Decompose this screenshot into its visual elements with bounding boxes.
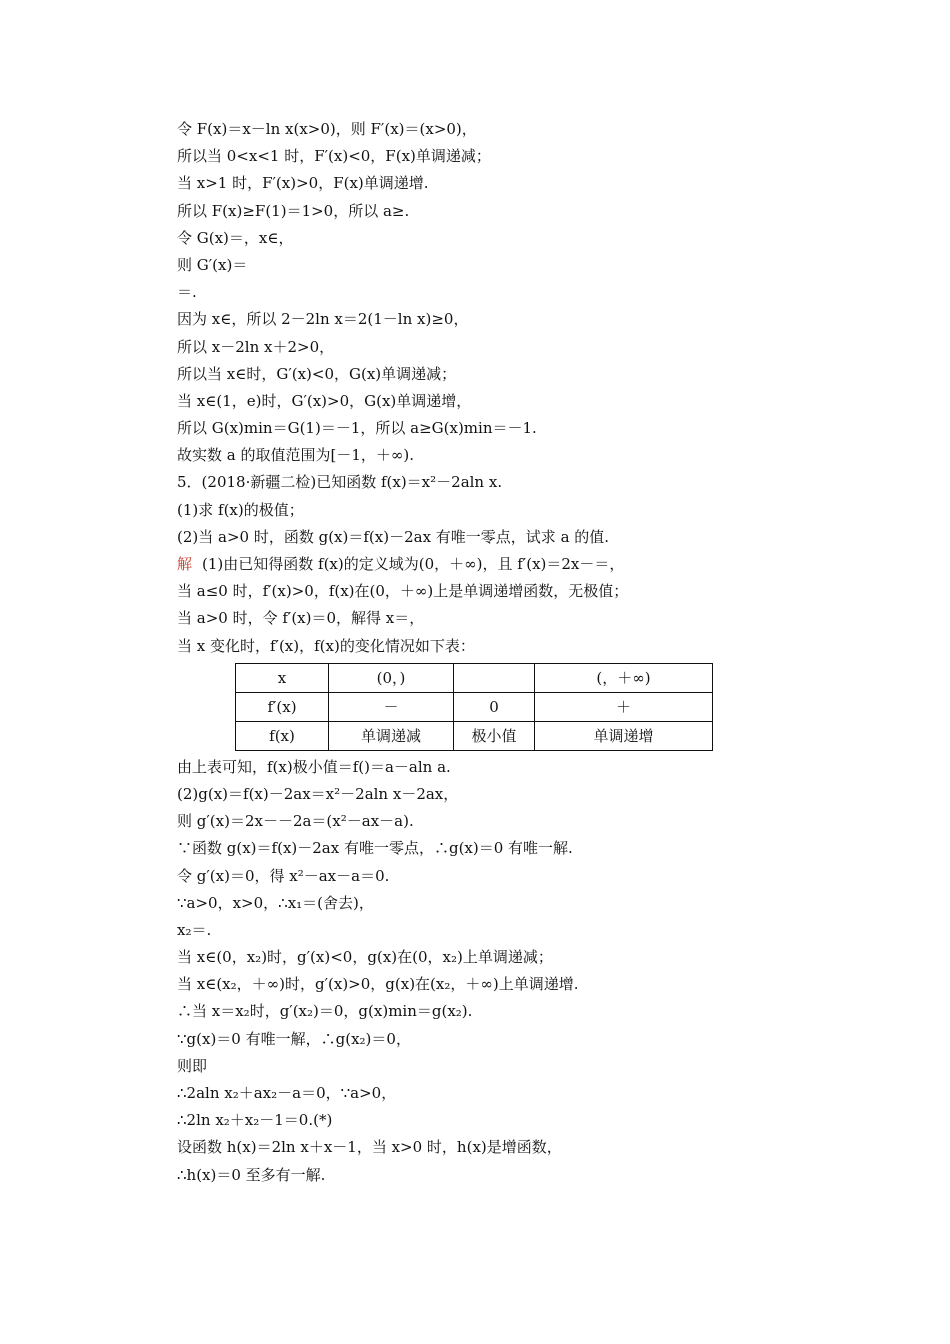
text-line: 则即 xyxy=(177,1056,208,1075)
solution-text: (1)由已知得函数 f(x)的定义域为(0，＋∞)，且 f′(x)＝2x－＝， xyxy=(202,555,625,573)
text-line: 当 a>0 时，令 f′(x)＝0，解得 x＝， xyxy=(177,609,425,628)
solution-line xyxy=(177,551,757,578)
document-page xyxy=(177,116,757,1189)
text-line: 令 F(x)＝x－ln x(x>0)，则 F′(x)＝(x>0)， xyxy=(177,120,477,138)
text-line: 当 x∈(1，e)时，G′(x)>0，G(x)单调递增， xyxy=(177,391,472,410)
text-line: 故实数 a 的取值范围为[－1，＋∞). xyxy=(177,446,414,465)
table-row xyxy=(236,692,713,721)
text-block-c xyxy=(177,754,757,1189)
solution-label: 解 xyxy=(177,555,193,573)
table-cell: 0 xyxy=(454,692,535,721)
text-line: (2)当 a>0 时，函数 g(x)＝f(x)－2ax 有唯一零点，试求 a 的值. xyxy=(177,527,610,546)
text-block-b xyxy=(177,578,757,660)
text-line: x₂＝. xyxy=(177,920,212,939)
text-line: ∴当 x＝x₂时，g′(x₂)＝0，g(x)min＝g(x₂). xyxy=(177,1002,473,1021)
text-line: 当 x 变化时，f′(x)，f(x)的变化情况如下表： xyxy=(177,636,475,655)
text-line: 当 a≤0 时，f′(x)>0，f(x)在(0，＋∞)上是单调递增函数，无极值； xyxy=(177,582,629,601)
table-row xyxy=(236,721,713,750)
table-cell: 单调递减 xyxy=(329,721,454,750)
text-line: ∴2aln x₂＋ax₂－a＝0，∵a>0， xyxy=(177,1084,397,1102)
text-line: 设函数 h(x)＝2ln x＋x－1，当 x>0 时，h(x)是增函数， xyxy=(177,1138,562,1157)
text-line: ∵a>0，x>0，∴x₁＝(舍去)， xyxy=(177,893,374,912)
table-row xyxy=(236,663,713,692)
table-cell: x xyxy=(236,663,329,692)
text-line: (1)求 f(x)的极值； xyxy=(177,500,304,519)
text-line: (2)g(x)＝f(x)－2ax＝x²－2aln x－2ax， xyxy=(177,784,459,803)
table-cell xyxy=(454,663,535,692)
table-cell: ＋ xyxy=(535,692,713,721)
table-cell: (，＋∞) xyxy=(535,663,713,692)
text-line: 所以当 0<x<1 时，F′(x)<0，F(x)单调递减； xyxy=(177,147,491,166)
text-line: 令 G(x)＝，x∈， xyxy=(177,228,294,247)
text-line: 当 x>1 时，F′(x)>0，F(x)单调递增. xyxy=(177,174,429,193)
text-line: 则 g′(x)＝2x－－2a＝(x²－ax－a). xyxy=(177,812,414,831)
table-cell: f(x) xyxy=(236,721,329,750)
table-cell: (0，) xyxy=(329,663,454,692)
text-line: 由上表可知，f(x)极小值＝f()＝a－aln a. xyxy=(177,757,451,776)
text-line: 所以 G(x)min＝G(1)＝－1，所以 a≥G(x)min＝－1. xyxy=(177,419,537,438)
text-line: 则 G′(x)＝ xyxy=(177,255,248,274)
table-cell: 单调递增 xyxy=(535,721,713,750)
text-line: 所以 x－2ln x＋2>0， xyxy=(177,337,335,356)
text-line: ∵g(x)＝0 有唯一解，∴g(x₂)＝0， xyxy=(177,1029,411,1048)
text-block-a xyxy=(177,116,757,551)
text-line: 令 g′(x)＝0，得 x²－ax－a＝0. xyxy=(177,866,390,885)
text-line: ＝. xyxy=(177,283,197,302)
text-line: 因为 x∈，所以 2－2ln x＝2(1－ln x)≥0， xyxy=(177,310,469,329)
text-line: 5．(2018·新疆二检)已知函数 f(x)＝x²－2aln x. xyxy=(177,473,503,492)
text-line: 所以 F(x)≥F(1)＝1>0，所以 a≥. xyxy=(177,201,410,220)
text-line: ∵函数 g(x)＝f(x)－2ax 有唯一零点，∴g(x)＝0 有唯一解. xyxy=(177,839,573,858)
text-line: 当 x∈(x₂，＋∞)时，g′(x)>0，g(x)在(x₂，＋∞)上单调递增. xyxy=(177,975,579,994)
table-cell: 极小值 xyxy=(454,721,535,750)
text-line: ∴2ln x₂＋x₂－1＝0.(*) xyxy=(177,1111,333,1130)
text-line: 当 x∈(0，x₂)时，g′(x)<0，g(x)在(0，x₂)上单调递减； xyxy=(177,948,553,967)
text-line: 所以当 x∈时，G′(x)<0，G(x)单调递减； xyxy=(177,364,457,383)
text-line: ∴h(x)＝0 至多有一解. xyxy=(177,1165,326,1184)
table-cell: f′(x) xyxy=(236,692,329,721)
table-cell: － xyxy=(329,692,454,721)
variation-table xyxy=(235,663,713,751)
